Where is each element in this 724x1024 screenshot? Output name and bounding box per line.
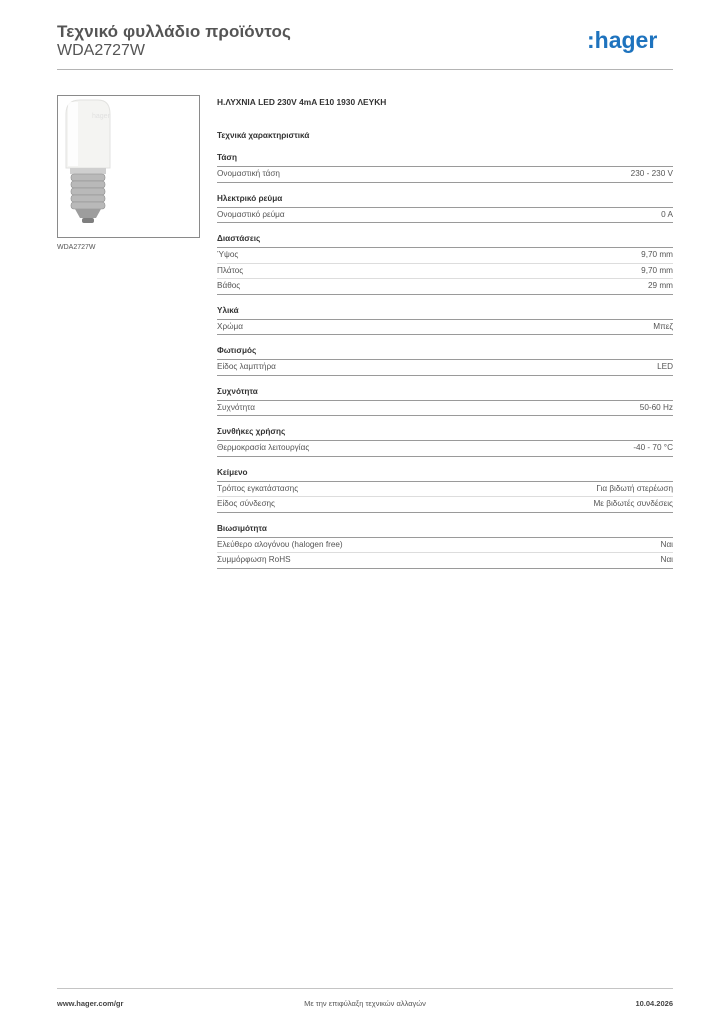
footer-notice: Με την επιφύλαξη τεχνικών αλλαγών xyxy=(304,999,426,1008)
specifications xyxy=(217,96,673,569)
hager-logo xyxy=(587,28,673,56)
spec-row xyxy=(217,441,673,457)
spec-row xyxy=(217,401,673,417)
product-name: Η.ΛΥΧΝΙΑ LED 230V 4mA E10 1930 ΛΕΥΚΗ xyxy=(217,97,387,107)
spec-value: LED xyxy=(657,362,673,371)
spec-row xyxy=(217,553,673,569)
spec-value: Ναι xyxy=(660,555,673,564)
spec-row xyxy=(217,538,673,554)
section-title: Τάση xyxy=(217,152,673,167)
spec-section xyxy=(217,305,673,336)
spec-label: Θερμοκρασία λειτουργίας xyxy=(217,443,310,452)
spec-label: Χρώμα xyxy=(217,321,243,331)
spec-label: Ύψος xyxy=(217,250,239,259)
footer-divider xyxy=(57,988,673,989)
image-caption: WDA2727W xyxy=(57,244,96,251)
spec-row xyxy=(217,482,673,498)
spec-label: Ονομαστική τάση xyxy=(217,169,280,178)
section-title: Φωτισμός xyxy=(217,345,673,360)
spec-value: 230 - 230 V xyxy=(630,169,673,178)
spec-row xyxy=(217,497,673,513)
spec-section xyxy=(217,152,673,183)
spec-value: 0 A xyxy=(661,209,673,219)
spec-value: -40 - 70 °C xyxy=(633,443,673,452)
spec-row xyxy=(217,360,673,376)
spec-label: Είδος λαμπτήρα xyxy=(217,362,276,371)
spec-label: Βάθος xyxy=(217,281,241,290)
spec-section xyxy=(217,345,673,376)
spec-section xyxy=(217,523,673,569)
spec-row xyxy=(217,320,673,336)
spec-row xyxy=(217,248,673,264)
spec-value: Για βιδωτή στερέωση xyxy=(596,483,673,493)
spec-value: Μπεζ xyxy=(653,321,673,331)
spec-label: Ελεύθερο αλογόνου (halogen free) xyxy=(217,539,343,549)
spec-value: 9,70 mm xyxy=(641,265,673,275)
technical-characteristics-heading: Τεχνικά χαρακτηριστικά xyxy=(217,131,310,140)
footer-date: 10.04.2026 xyxy=(635,999,673,1008)
spec-label: Ονομαστικό ρεύμα xyxy=(217,209,285,219)
header-divider xyxy=(57,69,673,70)
footer-website[interactable]: www.hager.com/gr xyxy=(57,999,124,1008)
section-title: Συχνότητα xyxy=(217,386,673,401)
spec-section xyxy=(217,386,673,417)
section-title: Υλικά xyxy=(217,305,673,320)
spec-section xyxy=(217,467,673,513)
spec-label: Συχνότητα xyxy=(217,402,256,412)
spec-label: Είδος σύνδεσης xyxy=(217,499,275,508)
page-footer xyxy=(57,995,673,1009)
section-title: Κείμενο xyxy=(217,467,673,482)
page-header xyxy=(57,20,673,70)
spec-label: Πλάτος xyxy=(217,265,244,275)
spec-value: Ναι xyxy=(660,539,673,549)
section-title: Ηλεκτρικό ρεύμα xyxy=(217,193,673,208)
spec-row xyxy=(217,167,673,183)
spec-label: Συμμόρφωση RoHS xyxy=(217,555,291,564)
document-title: Τεχνικό φυλλάδιο προϊόντος xyxy=(57,22,291,41)
spec-row xyxy=(217,208,673,224)
spec-label: Τρόπος εγκατάστασης xyxy=(217,483,299,493)
spec-row xyxy=(217,279,673,295)
section-title: Συνθήκες χρήσης xyxy=(217,426,673,441)
spec-section xyxy=(217,233,673,295)
spec-value: Με βιδωτές συνδέσεις xyxy=(593,499,673,508)
svg-text:hager: hager xyxy=(92,113,110,120)
product-code: WDA2727W xyxy=(57,42,146,59)
spec-sections xyxy=(217,152,673,569)
spec-row xyxy=(217,264,673,280)
spec-section xyxy=(217,193,673,224)
spec-section xyxy=(217,426,673,457)
logo-wordmark: :hager xyxy=(587,28,658,53)
product-image xyxy=(57,95,200,238)
section-title: Διαστάσεις xyxy=(217,233,673,248)
spec-value: 50-60 Hz xyxy=(639,402,673,412)
spec-value: 29 mm xyxy=(647,281,673,290)
spec-value: 9,70 mm xyxy=(641,250,673,259)
section-title: Βιωσιμότητα xyxy=(217,523,673,538)
